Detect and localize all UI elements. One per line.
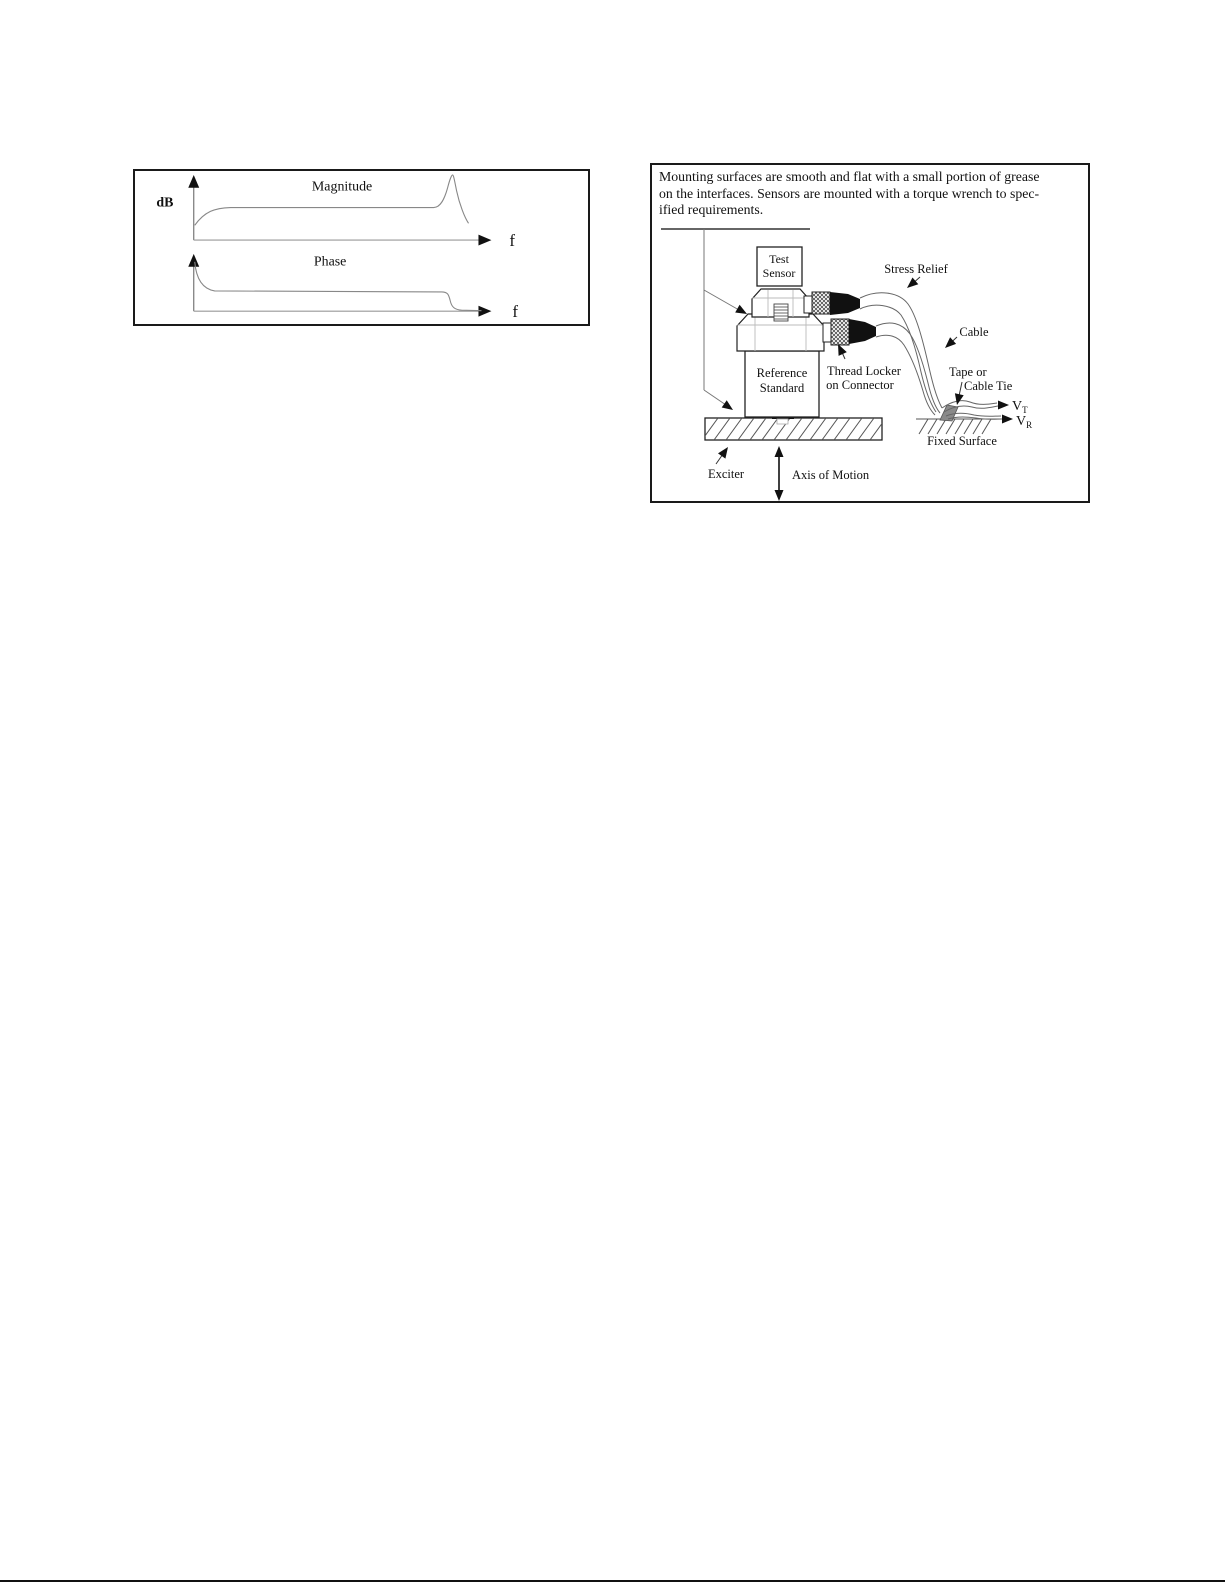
db-axis-label: dB — [156, 195, 174, 211]
axis-of-motion-label: Axis of Motion — [792, 468, 870, 482]
fixed-surface — [916, 401, 1002, 448]
fixed-surface-label: Fixed Surface — [927, 434, 997, 448]
exciter-callout — [708, 447, 745, 481]
output-signals — [998, 399, 1032, 430]
vr-label: $V_R$ — [1016, 414, 1033, 430]
caption-line: on the interfaces. Sensors are mounted with a torque wrench to spec- — [659, 185, 1040, 201]
caption-line: Mounting surfaces are smooth and flat with a small portion of grease — [659, 169, 1040, 184]
vr-arrow-icon — [1002, 415, 1013, 424]
tape-cable-tie-label: Tape or — [949, 365, 987, 379]
leader-line-to-sensor — [704, 290, 739, 310]
reference-standard-label: Reference — [756, 366, 808, 380]
callout-arrow-icon — [955, 393, 964, 405]
thread-locker-callout — [826, 344, 902, 392]
connector-boot — [849, 319, 876, 344]
mounting-stud-detail — [777, 419, 788, 424]
page-bottom-rule — [0, 1580, 1225, 1582]
magnitude-plot — [156, 175, 515, 250]
axis-arrow-up-icon — [775, 446, 784, 457]
axis-arrow-down-icon — [775, 490, 784, 501]
exciter-label: Exciter — [707, 467, 745, 481]
reference-standard-label: Standard — [759, 381, 805, 395]
callout-arrow-icon — [718, 447, 728, 459]
stress-relief-label: Stress Relief — [884, 262, 948, 276]
leader-arrow-icon — [722, 400, 733, 410]
vt-arrow-icon — [998, 401, 1009, 410]
threaded-stud — [774, 304, 788, 321]
frequency-response-plot — [135, 171, 588, 324]
cable-callout — [945, 325, 989, 348]
reference-standard — [745, 351, 819, 417]
connector-boot — [830, 292, 860, 315]
frequency-response-figure — [133, 169, 590, 326]
phase-plot — [188, 254, 518, 321]
cable-label: Cable — [959, 325, 989, 339]
fixed-surface-hatching — [919, 419, 991, 434]
magnitude-title: Magnitude — [311, 179, 373, 195]
test-sensor-label: Test — [769, 252, 789, 266]
mounting-setup-figure — [650, 163, 1090, 503]
magnitude-f-label: f — [509, 231, 515, 251]
tape-cable-tie-label: Cable Tie — [964, 379, 1013, 393]
magnitude-x-axis-arrow-icon — [478, 235, 491, 246]
thread-locker-label: on Connector — [826, 378, 894, 392]
figure-caption — [659, 169, 1085, 219]
phase-title: Phase — [313, 254, 347, 270]
upper-connector — [804, 292, 942, 412]
magnitude-y-axis-arrow-icon — [188, 175, 199, 188]
thread-locker-label: Thread Locker — [827, 364, 901, 378]
caption-line: ified requirements. — [659, 202, 764, 217]
test-sensor-label: Sensor — [762, 266, 796, 280]
exciter-platform — [702, 415, 886, 440]
test-sensor — [757, 247, 802, 286]
leader-line-to-exciter — [704, 390, 726, 405]
phase-f-label: f — [512, 302, 518, 322]
callout-arrow-icon — [907, 278, 918, 289]
axis-of-motion — [775, 446, 870, 501]
connector-knurl — [831, 319, 849, 345]
connector-knurl — [812, 292, 830, 314]
vt-label: $V_T$ — [1012, 399, 1028, 415]
stress-relief-callout — [884, 262, 948, 288]
tape-callout — [949, 365, 1013, 405]
callout-arrow-icon — [838, 344, 847, 356]
phase-y-axis-arrow-icon — [188, 254, 199, 267]
